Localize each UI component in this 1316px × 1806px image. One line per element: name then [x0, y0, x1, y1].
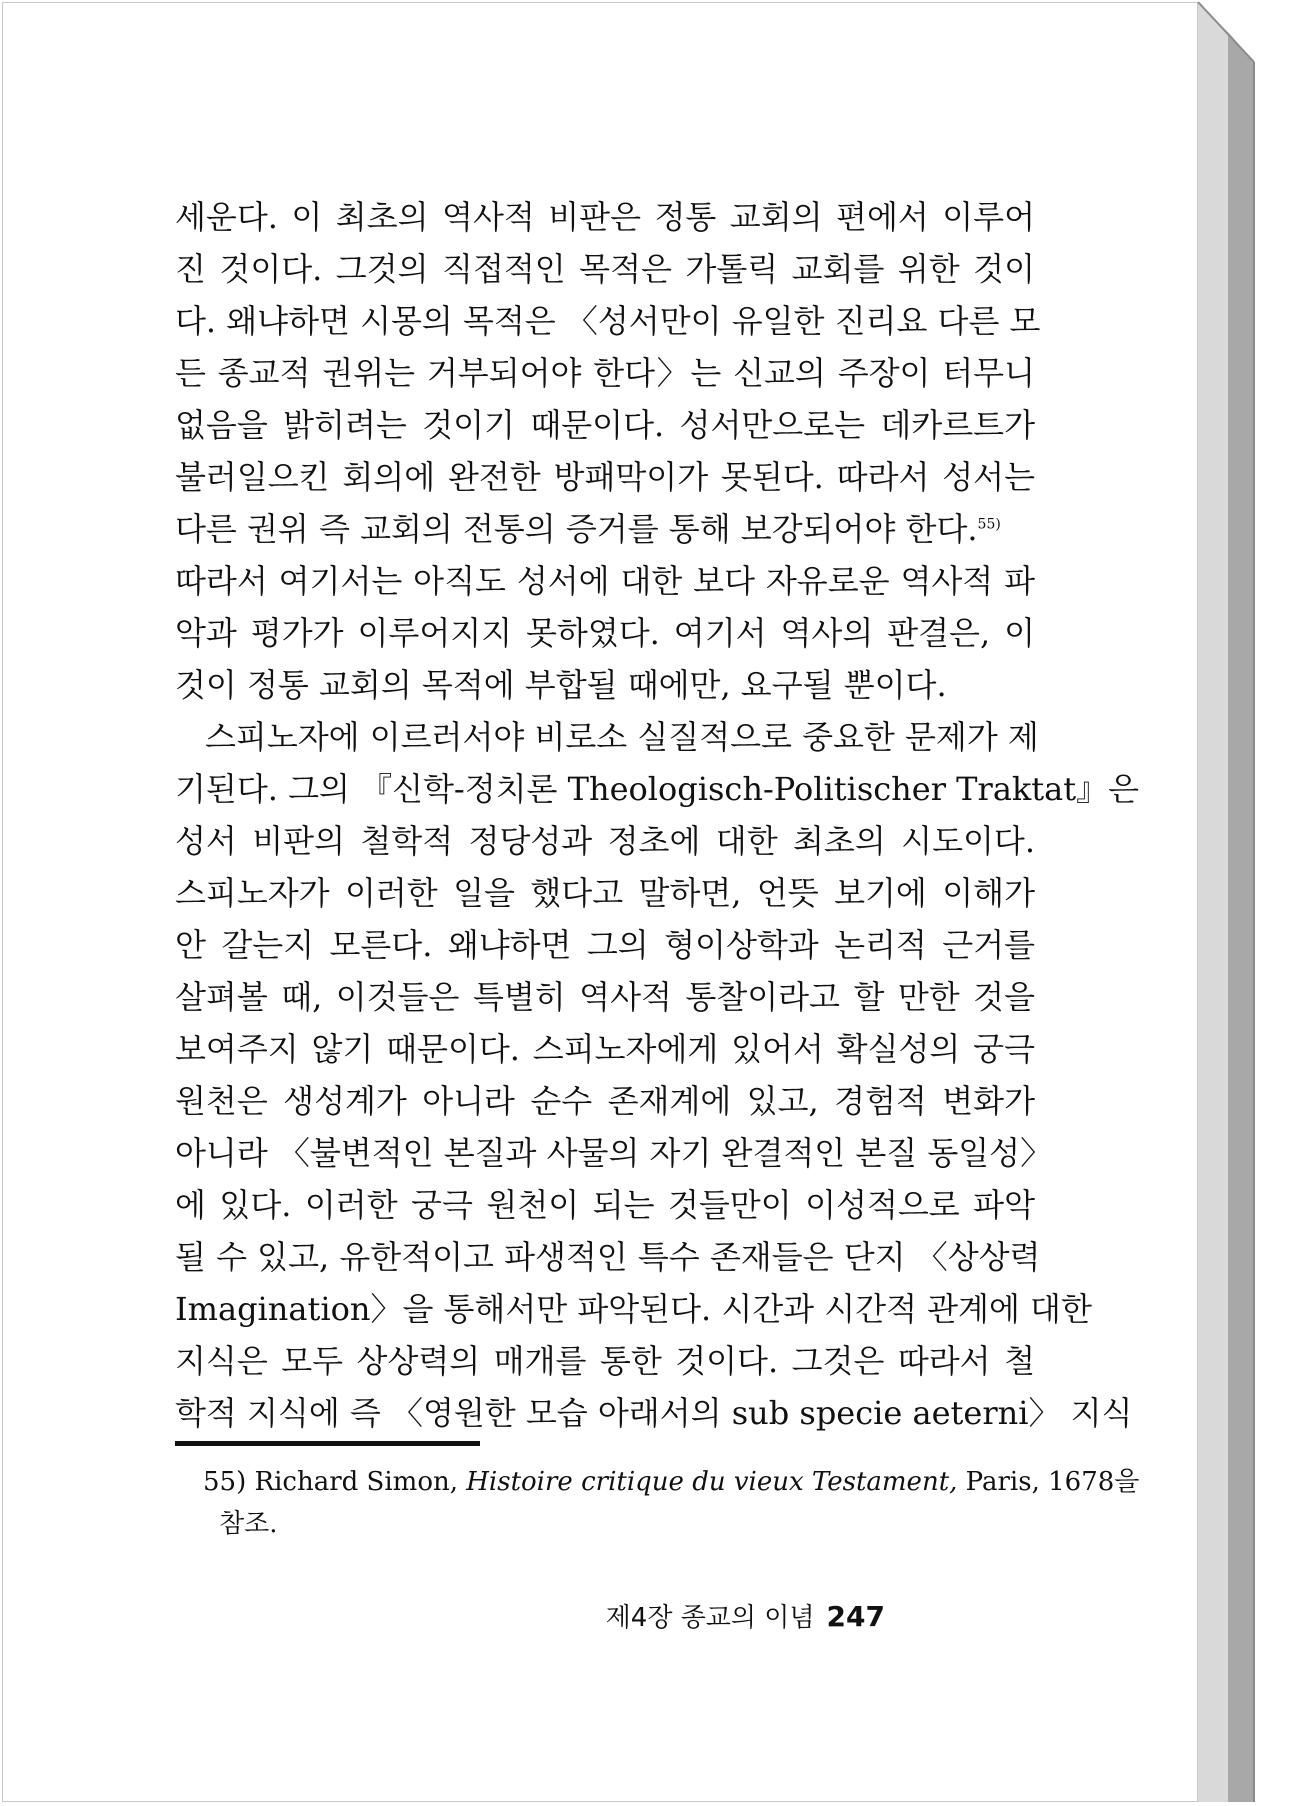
text-line: 될 수 있고, 유한적이고 파생적인 특수 존재들은 단지 〈상상력 [175, 1238, 1041, 1276]
text-line: 것이 정통 교회의 목적에 부합될 때에만, 요구될 뿐이다. [175, 666, 947, 704]
text-line: 다. 왜냐하면 시몽의 목적은 〈성서만이 유일한 진리요 다른 모 [175, 302, 1041, 340]
text-line: 따라서 여기서는 아직도 성서에 대한 보다 자유로운 역사적 파 [175, 562, 1035, 600]
text-line: 아니라 〈불변적인 본질과 사물의 자기 완결적인 본질 동일성〉 [175, 1134, 1053, 1172]
footnote-reference[interactable]: 55) [977, 516, 1001, 533]
text-line: 불러일으킨 회의에 완전한 방패막이가 못된다. 따라서 성서는 [175, 458, 1035, 496]
footnote-line [203, 1461, 1140, 1503]
footnote-number: 55) [203, 1467, 247, 1497]
text-line: 보여주지 않기 때문이다. 스피노자에게 있어서 확실성의 궁극 [175, 1030, 1035, 1068]
text-line: 지식은 모두 상상력의 매개를 통한 것이다. 그것은 따라서 철 [175, 1342, 1035, 1380]
footnote-divider [175, 1441, 480, 1446]
footnote-continuation: 참조. [219, 1509, 278, 1539]
footnote-author: Richard Simon, [254, 1467, 458, 1497]
text-line: 안 갈는지 모른다. 왜냐하면 그의 형이상학과 논리적 근거를 [175, 926, 1035, 964]
text-line: 없음을 밝히려는 것이기 때문이다. 성서만으로는 데카르트가 [175, 406, 1035, 444]
text-line: Imagination〉을 통해서만 파악된다. 시간과 시간적 관계에 대한 [175, 1290, 1092, 1328]
footnote-place-year: Paris, 1678을 [965, 1467, 1140, 1497]
book-edge-shading [1198, 2, 1282, 1802]
text-line: 스피노자가 이러한 일을 했다고 말하면, 언뜻 보기에 이해가 [175, 874, 1035, 912]
chapter-title: 제4장 종교의 이념 [605, 1603, 815, 1633]
text-line-content: 다른 권위 즉 교회의 전통의 증거를 통해 보강되어야 한다. [175, 510, 978, 548]
body-text [175, 191, 1140, 1439]
text-line: 원천은 생성계가 아니라 순수 존재계에 있고, 경험적 변화가 [175, 1082, 1035, 1120]
book-page [2, 2, 1198, 1802]
paragraph-start-line: 스피노자에 이르러서야 비로소 실질적으로 중요한 문제가 제 [205, 718, 1039, 756]
text-line-with-footnote-ref [175, 503, 1035, 555]
page-number: 247 [826, 1600, 885, 1633]
text-line: 세운다. 이 최초의 역사적 비판은 정통 교회의 편에서 이루어 [175, 198, 1035, 236]
running-footer [606, 1597, 885, 1634]
text-line: 학적 지식에 즉 〈영원한 모습 아래서의 sub specie aeterni〉 지식 [175, 1394, 1133, 1432]
footnote-title: Histoire critique du vieux Testament, [466, 1467, 958, 1497]
text-line: 악과 평가가 이루어지지 못하였다. 여기서 역사의 판결은, 이 [175, 614, 1035, 652]
book-edge [1198, 2, 1282, 1802]
text-line: 살펴볼 때, 이것들은 특별히 역사적 통찰이라고 할 만한 것을 [175, 978, 1035, 1016]
text-line: 에 있다. 이러한 궁극 원천이 되는 것들만이 이성적으로 파악 [175, 1186, 1035, 1224]
text-line: 성서 비판의 철학적 정당성과 정초에 대한 최초의 시도이다. [175, 822, 1035, 860]
text-line: 진 것이다. 그것의 직접적인 목적은 가톨릭 교회를 위한 것이 [175, 250, 1035, 288]
text-line: 든 종교적 권위는 거부되어야 한다〉는 신교의 주장이 터무니 [175, 354, 1035, 392]
text-line: 기된다. 그의 『신학-정치론 Theologisch-Politischer Traktat』은 [175, 770, 1140, 808]
footnote [203, 1461, 1140, 1545]
